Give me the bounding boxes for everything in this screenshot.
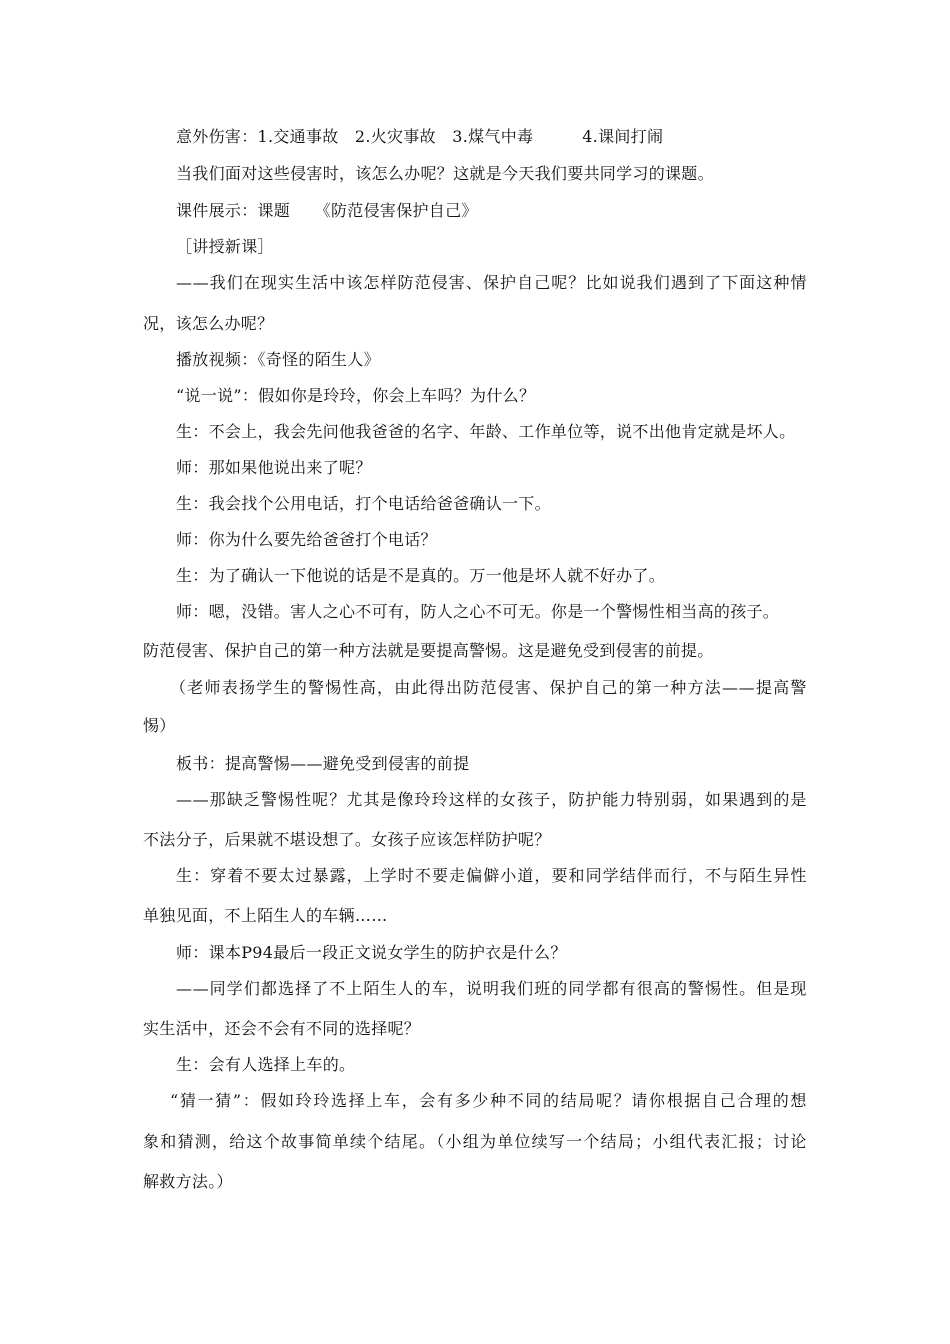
dialogue-line: 生：我会找个公用电话，打个电话给爸爸确认一下。 xyxy=(176,494,551,513)
paragraph-line: 不法分子，后果就不堪设想了。女孩子应该怎样防护呢？ xyxy=(143,830,551,849)
dialogue-line: 生：会有人选择上车的。 xyxy=(176,1055,356,1074)
paragraph-line: 实生活中，还会不会有不同的选择呢？ xyxy=(143,1019,421,1038)
dialogue-line: 师：你为什么要先给爸爸打个电话？ xyxy=(176,530,437,549)
dialogue-line: 师：那如果他说出来了呢？ xyxy=(176,458,372,477)
paragraph-line: 防范侵害、保护自己的第一种方法就是要提高警惕。这是避免受到侵害的前提。 xyxy=(143,641,714,660)
dialogue-line: 生：穿着不要太过暴露，上学时不要走偏僻小道，要和同学结伴而行，不与陌生异性 xyxy=(176,866,807,885)
dialogue-line: 单独见面，不上陌生人的车辆…… xyxy=(143,906,388,925)
guess-prompt-line: “猜一猜”：假如玲玲选择上车，会有多少种不同的结局呢？请你根据自己合理的想 xyxy=(170,1091,807,1110)
intro-question-line: 当我们面对这些侵害时，该怎么办呢？这就是今天我们要共同学习的课题。 xyxy=(176,164,714,183)
video-line: 播放视频：《奇怪的陌生人》 xyxy=(176,350,380,369)
guess-prompt-line: 解救方法。） xyxy=(143,1172,233,1191)
blackboard-line: 板书：提高警惕——避免受到侵害的前提 xyxy=(176,754,470,773)
paragraph-line: 况，该怎么办呢？ xyxy=(143,314,274,333)
courseware-title-line: 课件展示：课题 《防范侵害保护自己》 xyxy=(176,201,478,220)
guess-prompt-line: 象和猜测，给这个故事简单续个结尾。（小组为单位续写一个结局；小组代表汇报；讨论 xyxy=(143,1132,807,1151)
accident-types-line: 意外伤害：1.交通事故 2.火灾事故 3.煤气中毒 4.课间打闹 xyxy=(176,127,664,146)
paragraph-line: ——我们在现实生活中该怎样防范侵害、保护自己呢？比如说我们遇到了下面这种情 xyxy=(176,273,807,292)
discussion-prompt-line: “说一说”：假如你是玲玲，你会上车吗？为什么？ xyxy=(176,386,536,405)
paragraph-line: ——同学们都选择了不上陌生人的车，说明我们班的同学都有很高的警惕性。但是现 xyxy=(176,979,807,998)
dialogue-line: 师：课本P94最后一段正文说女学生的防护衣是什么？ xyxy=(176,943,567,962)
note-line: （老师表扬学生的警惕性高，由此得出防范侵害、保护自己的第一种方法——提高警 xyxy=(170,678,807,697)
dialogue-line: 生：为了确认一下他说的话是不是真的。万一他是坏人就不好办了。 xyxy=(176,566,666,585)
paragraph-line: ——那缺乏警惕性呢？尤其是像玲玲这样的女孩子，防护能力特别弱，如果遇到的是 xyxy=(176,790,807,809)
note-line: 惕） xyxy=(143,716,176,735)
dialogue-line: 生：不会上，我会先问他我爸爸的名字、年龄、工作单位等，说不出他肯定就是坏人。 xyxy=(176,422,796,441)
section-heading: ［讲授新课］ xyxy=(176,237,274,256)
dialogue-line: 师：嗯，没错。害人之心不可有，防人之心不可无。你是一个警惕性相当高的孩子。 xyxy=(176,602,780,621)
